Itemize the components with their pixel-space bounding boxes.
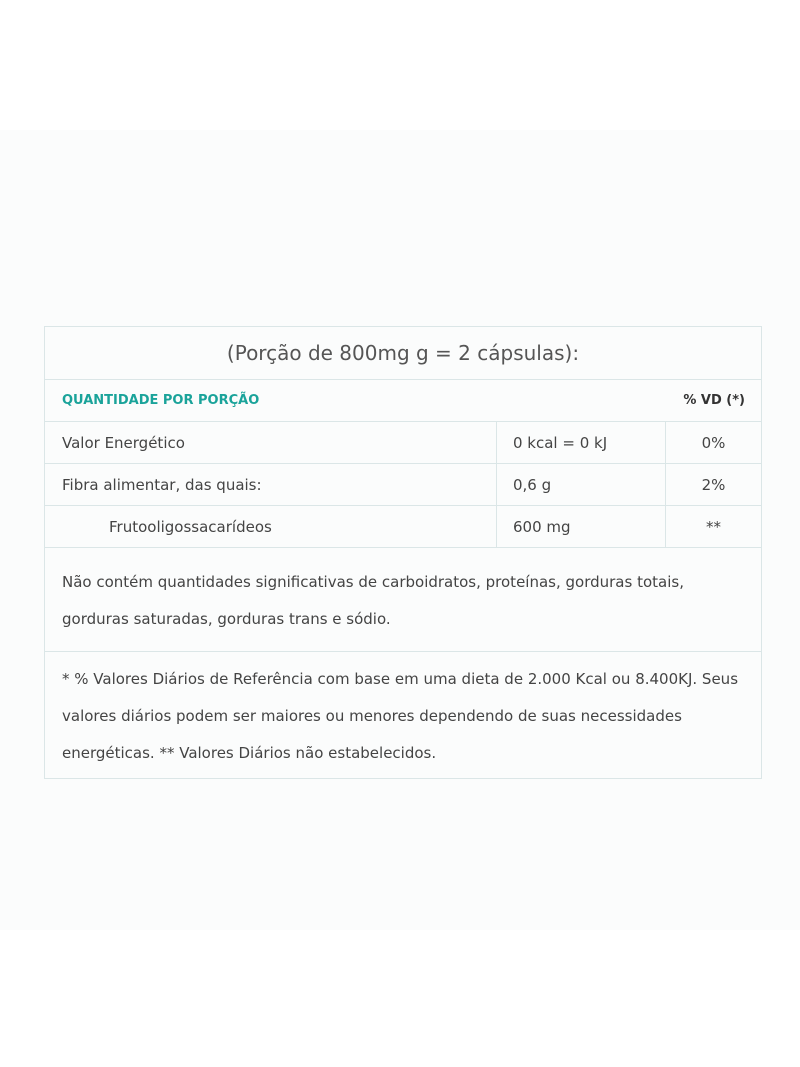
nutrient-amount: 0 kcal = 0 kJ bbox=[497, 422, 666, 463]
nutrient-name: Valor Energético bbox=[45, 422, 497, 463]
serving-title: (Porção de 800mg g = 2 cápsulas): bbox=[45, 327, 761, 380]
nutrient-amount: 600 mg bbox=[497, 506, 666, 547]
nutrition-table bbox=[44, 326, 762, 779]
nutrient-vd: 2% bbox=[701, 475, 726, 494]
reference-note: * % Valores Diários de Referência com base em uma dieta de 2.000 Kcal ou 8.400KJ. Seus valores diários podem ser maiores ou menores dependendo de suas necessidades energéticas. ** Valores Diários não estabelecidos. bbox=[62, 670, 739, 762]
vd-header: % VD (*) bbox=[683, 393, 745, 408]
table-row bbox=[45, 506, 761, 548]
quantity-header: QUANTIDADE POR PORÇÃO bbox=[62, 393, 260, 408]
table-header bbox=[45, 380, 761, 422]
table-row bbox=[45, 464, 761, 506]
table-row bbox=[45, 422, 761, 464]
contents-note: Não contém quantidades significativas de carboidratos, proteínas, gorduras totais, gorduras saturadas, gorduras trans e sódio. bbox=[45, 548, 761, 652]
nutrient-name: Fibra alimentar, das quais: bbox=[45, 464, 497, 505]
nutrient-name: Frutooligossacarídeos bbox=[45, 506, 497, 547]
nutrient-vd: 0% bbox=[701, 433, 726, 452]
nutrient-vd: ** bbox=[706, 517, 721, 536]
nutrient-amount: 0,6 g bbox=[497, 464, 666, 505]
